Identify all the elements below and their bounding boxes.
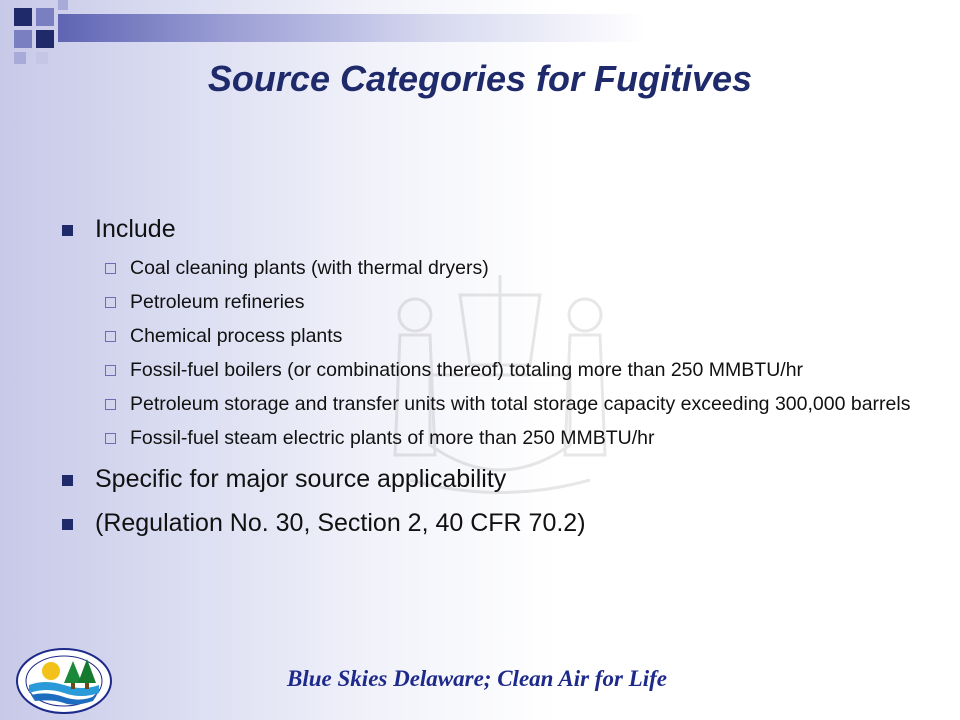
slide-title: Source Categories for Fugitives <box>207 58 753 99</box>
hollow-square-bullet-icon <box>105 365 116 376</box>
hollow-square-bullet-icon <box>105 263 116 274</box>
sub-bullet-item <box>95 392 920 416</box>
sub-bullet-text: Petroleum storage and transfer units with total storage capacity exceeding 300,000 barrels <box>130 393 911 415</box>
sub-bullet-text: Petroleum refineries <box>130 291 305 313</box>
bullet-text: (Regulation No. 30, Section 2, 40 CFR 70.2) <box>95 509 586 537</box>
footer-tagline: Blue Skies Delaware; Clean Air for Life <box>287 666 667 691</box>
sub-bullet-text: Fossil-fuel boilers (or combinations thereof) totaling more than 250 MMBTU/hr <box>130 359 804 381</box>
deco-square <box>36 30 54 48</box>
hollow-square-bullet-icon <box>105 331 116 342</box>
deco-square <box>14 30 32 48</box>
bullet-item <box>60 212 920 246</box>
hollow-square-bullet-icon <box>105 433 116 444</box>
bullet-text: Include <box>95 215 176 243</box>
sub-bullet-list <box>95 256 920 450</box>
sub-bullet-text: Chemical process plants <box>130 325 343 347</box>
sub-bullet-item <box>95 358 920 382</box>
deco-square <box>14 8 32 26</box>
sub-bullet-text: Fossil-fuel steam electric plants of more than 250 MMBTU/hr <box>130 427 655 449</box>
deco-square <box>58 0 68 10</box>
bullet-item <box>60 462 920 496</box>
sub-bullet-item <box>95 256 920 280</box>
bullet-text: Specific for major source applicability <box>95 465 507 493</box>
bullet-item <box>60 506 920 540</box>
square-bullet-icon <box>62 225 73 236</box>
sub-bullet-item <box>95 290 920 314</box>
square-bullet-icon <box>62 519 73 530</box>
hollow-square-bullet-icon <box>105 399 116 410</box>
sub-bullet-text: Coal cleaning plants (with thermal dryers) <box>130 257 489 279</box>
dnrec-seal-icon <box>15 647 113 715</box>
bullet-list <box>60 212 920 550</box>
hollow-square-bullet-icon <box>105 297 116 308</box>
sub-bullet-item <box>95 324 920 348</box>
deco-square <box>36 8 54 26</box>
header-gradient-bar <box>58 14 898 42</box>
sub-bullet-item <box>95 426 920 450</box>
square-bullet-icon <box>62 475 73 486</box>
